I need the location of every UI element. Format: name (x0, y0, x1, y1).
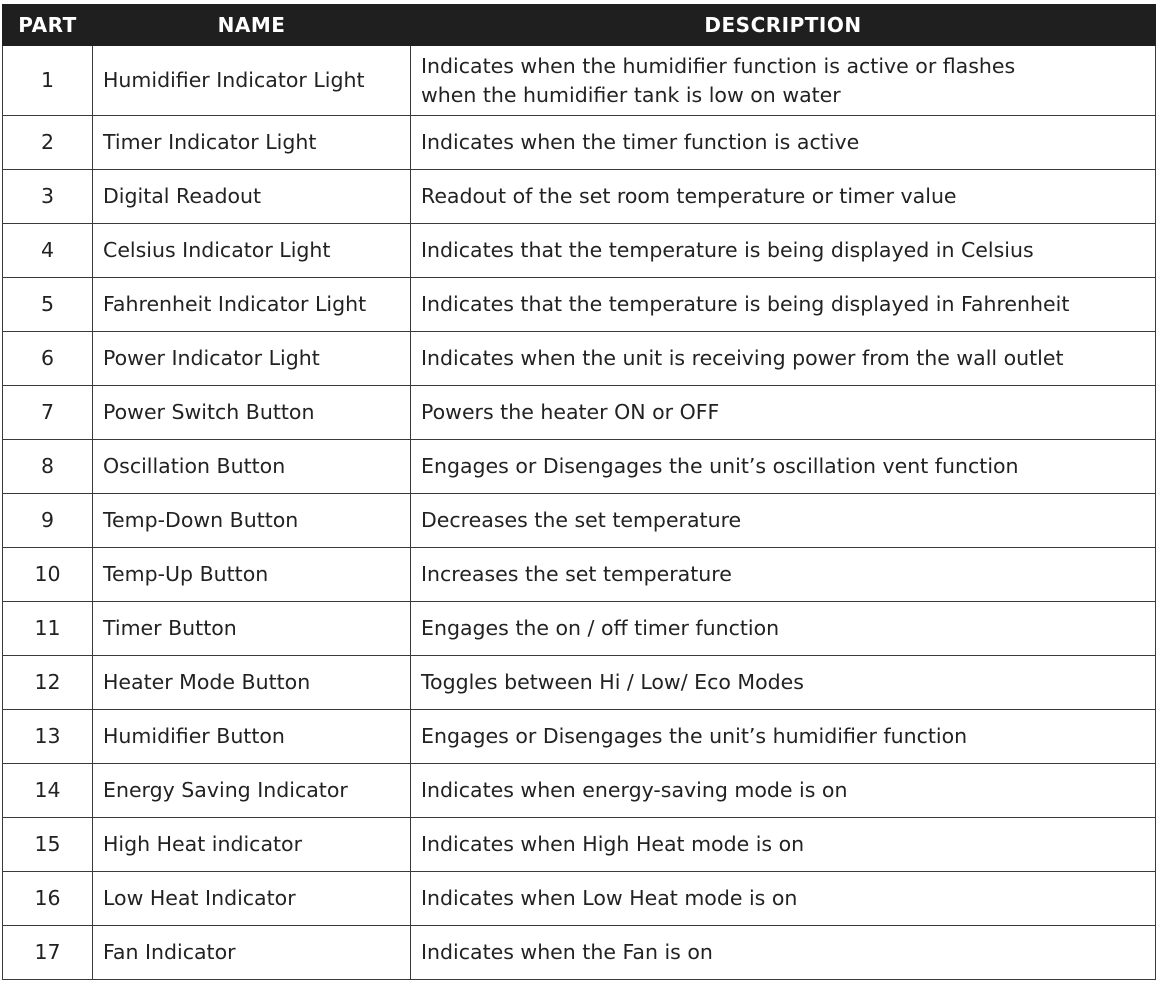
part-name: Temp-Down Button (93, 494, 411, 548)
part-name: Fahrenheit Indicator Light (93, 278, 411, 332)
part-name: Celsius Indicator Light (93, 224, 411, 278)
header-row (3, 5, 1156, 46)
description-line: Readout of the set room temperature or timer value (421, 184, 957, 208)
part-name: Heater Mode Button (93, 656, 411, 710)
description-line: Decreases the set temperature (421, 508, 742, 532)
table-row (3, 656, 1156, 710)
part-name: Power Switch Button (93, 386, 411, 440)
table-row (3, 116, 1156, 170)
part-description (411, 224, 1156, 278)
table-row (3, 818, 1156, 872)
description-line: Powers the heater ON or OFF (421, 400, 720, 424)
part-number: 12 (3, 656, 93, 710)
header-name: NAME (93, 5, 411, 46)
part-number: 10 (3, 548, 93, 602)
part-number: 1 (3, 46, 93, 116)
table-row (3, 872, 1156, 926)
description-line: Indicates when Low Heat mode is on (421, 886, 798, 910)
part-description (411, 818, 1156, 872)
part-name: Energy Saving Indicator (93, 764, 411, 818)
part-description (411, 764, 1156, 818)
part-number: 17 (3, 926, 93, 980)
part-number: 16 (3, 872, 93, 926)
description-line: Indicates when High Heat mode is on (421, 832, 805, 856)
part-description (411, 278, 1156, 332)
description-line: Indicates that the temperature is being displayed in Fahrenheit (421, 292, 1070, 316)
part-name: Digital Readout (93, 170, 411, 224)
part-description (411, 46, 1156, 116)
table-header (3, 5, 1156, 46)
part-description (411, 332, 1156, 386)
table-row (3, 386, 1156, 440)
part-description (411, 656, 1156, 710)
part-description (411, 116, 1156, 170)
table-row (3, 278, 1156, 332)
part-number: 6 (3, 332, 93, 386)
part-number: 13 (3, 710, 93, 764)
part-number: 5 (3, 278, 93, 332)
part-description (411, 170, 1156, 224)
part-name: Oscillation Button (93, 440, 411, 494)
part-description (411, 440, 1156, 494)
part-description (411, 926, 1156, 980)
part-name: Timer Indicator Light (93, 116, 411, 170)
part-description (411, 602, 1156, 656)
table-row (3, 440, 1156, 494)
part-name: Fan Indicator (93, 926, 411, 980)
part-description (411, 494, 1156, 548)
part-name: Humidifier Button (93, 710, 411, 764)
header-part: PART (3, 5, 93, 46)
part-name: Timer Button (93, 602, 411, 656)
description-line: Engages the on / off timer function (421, 616, 780, 640)
part-number: 8 (3, 440, 93, 494)
header-description: DESCRIPTION (411, 5, 1156, 46)
description-line: Indicates that the temperature is being displayed in Celsius (421, 238, 1034, 262)
table-row (3, 170, 1156, 224)
table-row (3, 494, 1156, 548)
part-name: Low Heat Indicator (93, 872, 411, 926)
part-number: 15 (3, 818, 93, 872)
part-description (411, 872, 1156, 926)
description-line: when the humidifier tank is low on water (421, 82, 841, 107)
description-line: Indicates when energy-saving mode is on (421, 778, 848, 802)
table-row (3, 224, 1156, 278)
part-number: 4 (3, 224, 93, 278)
description-line: Indicates when the humidifier function is active or flashes (421, 53, 1016, 78)
part-name: Power Indicator Light (93, 332, 411, 386)
description-line: Engages or Disengages the unit’s humidifier function (421, 724, 968, 748)
part-number: 9 (3, 494, 93, 548)
part-description (411, 386, 1156, 440)
part-number: 7 (3, 386, 93, 440)
description-line: Increases the set temperature (421, 562, 732, 586)
table-body (3, 46, 1156, 980)
part-number: 3 (3, 170, 93, 224)
table-row (3, 332, 1156, 386)
part-number: 2 (3, 116, 93, 170)
part-name: Temp-Up Button (93, 548, 411, 602)
part-name: Humidifier Indicator Light (93, 46, 411, 116)
part-number: 11 (3, 602, 93, 656)
part-number: 14 (3, 764, 93, 818)
table-row (3, 764, 1156, 818)
part-description (411, 710, 1156, 764)
table-row (3, 548, 1156, 602)
description-line: Indicates when the timer function is active (421, 130, 860, 154)
part-description (411, 548, 1156, 602)
table-row (3, 926, 1156, 980)
table-row (3, 602, 1156, 656)
description-line: Indicates when the unit is receiving power from the wall outlet (421, 346, 1064, 370)
description-line: Engages or Disengages the unit’s oscillation vent function (421, 454, 1019, 478)
part-name: High Heat indicator (93, 818, 411, 872)
table-row (3, 710, 1156, 764)
table-row (3, 46, 1156, 116)
description-line: Toggles between Hi / Low/ Eco Modes (421, 670, 804, 694)
parts-table (2, 4, 1156, 980)
description-line: Indicates when the Fan is on (421, 940, 713, 964)
